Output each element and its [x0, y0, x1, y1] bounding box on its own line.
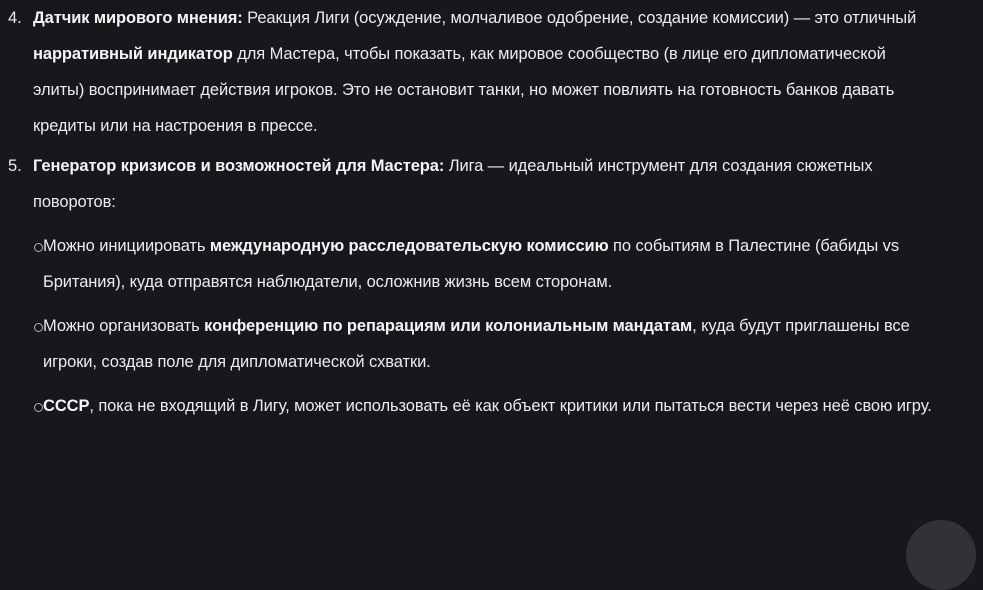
text-span: Можно инициировать — [43, 237, 210, 255]
numbered-list — [8, 0, 938, 424]
list-item — [8, 0, 938, 144]
text-span: Лига — идеальный инструмент для создания сюжетных поворотов: — [33, 157, 873, 211]
circle-bullet-icon — [34, 323, 43, 332]
list-item-number: 5. — [8, 157, 22, 175]
bold-text: Генератор кризисов и возможностей для Мастера: — [33, 157, 445, 175]
text-span: , пока не входящий в Лигу, может использовать её как объект критики или пытаться вести через неё свою игру. — [89, 397, 932, 415]
bold-text: международную расследовательскую комиссию — [209, 237, 609, 255]
bold-text: СССР — [43, 397, 90, 415]
scroll-fab-button[interactable] — [906, 520, 976, 590]
list-item-number: 4. — [8, 9, 22, 27]
bold-text: Датчик мирового мнения: — [33, 9, 243, 27]
list-item-text — [33, 148, 935, 220]
list-item-content — [33, 0, 935, 144]
sub-item-text — [43, 228, 935, 300]
list-item-content — [33, 148, 935, 424]
circle-bullet-icon — [34, 403, 43, 412]
assistant-message — [8, 0, 938, 424]
sub-list — [33, 228, 935, 424]
sub-list-item — [33, 228, 935, 300]
list-item — [8, 148, 938, 424]
sub-item-text — [43, 388, 932, 424]
circle-bullet-icon — [34, 243, 43, 252]
text-span: по событиям в Палестине (бабиды vs Британия), куда отправятся наблюдатели, осложнив жизнь всем сторонам. — [43, 237, 899, 291]
sub-list-item — [33, 388, 935, 424]
sub-list-item — [33, 308, 935, 380]
list-item-text — [33, 0, 935, 144]
text-span: для Мастера, чтобы показать, как мировое сообщество (в лице его дипломатической элиты) воспринимает действия игроков. Это не остановит танки, но может повлиять на готовность банков давать кредиты или на настроения в прессе. — [33, 45, 895, 135]
text-span: Можно организовать — [43, 317, 205, 335]
text-span: Реакция Лиги (осуждение, молчаливое одобрение, создание комиссии) — это отличный — [242, 9, 917, 27]
bold-text: нарративный индикатор — [33, 45, 233, 63]
sub-item-text — [43, 308, 935, 380]
bold-text: конференцию по репарациям или колониальным мандатам — [204, 317, 693, 335]
text-span: , куда будут приглашены все игроки, создав поле для дипломатической схватки. — [43, 317, 910, 371]
